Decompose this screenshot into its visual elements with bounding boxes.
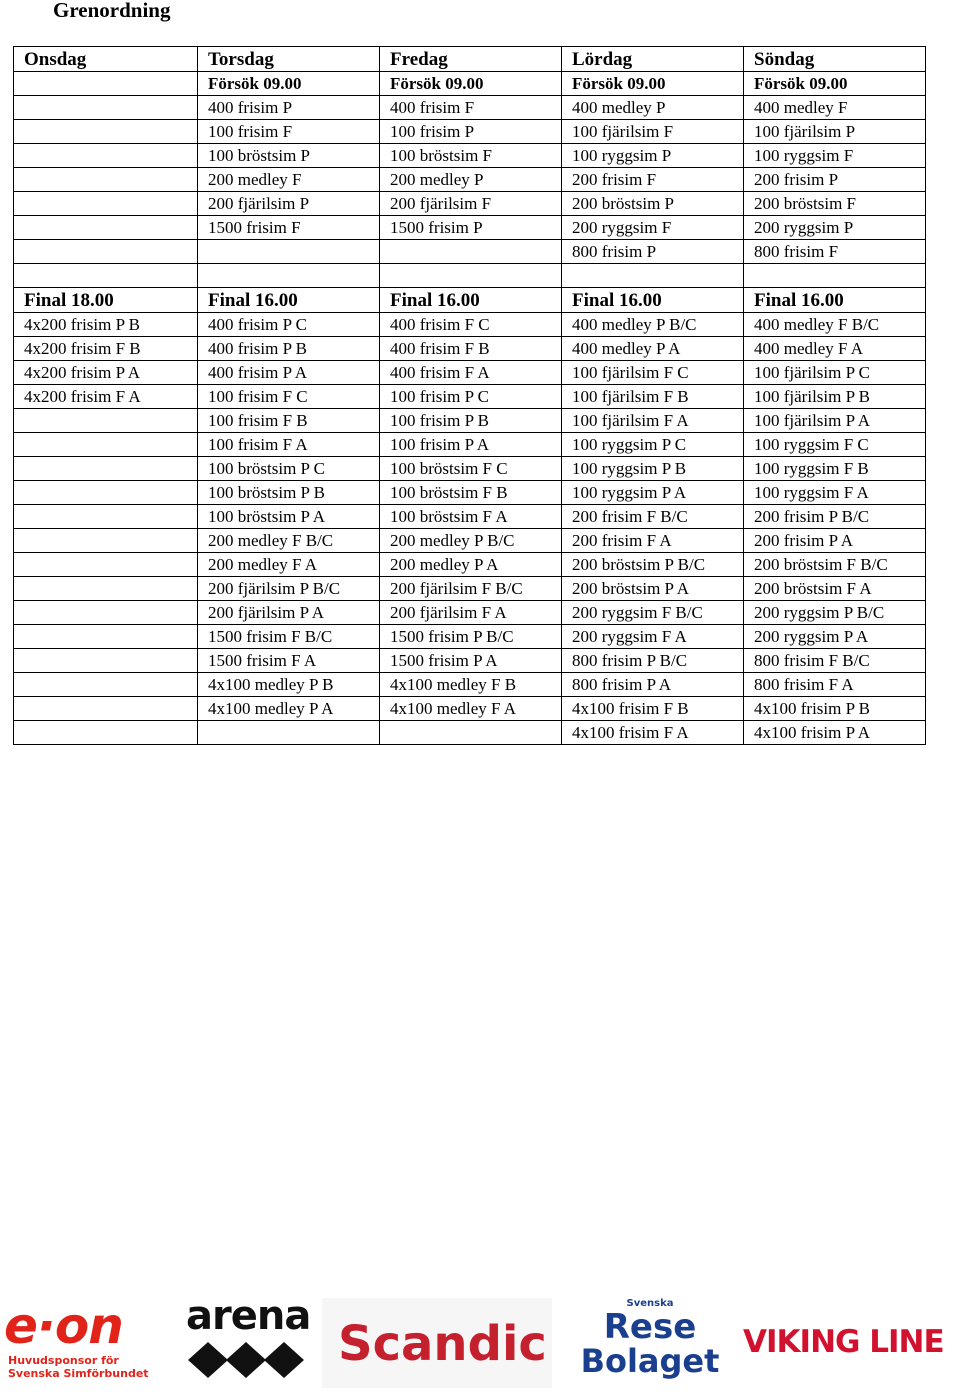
- table-cell: 200 ryggsim P A: [744, 625, 926, 649]
- eon-tagline-line-1: Huvudsponsor för: [8, 1354, 119, 1367]
- table-cell: Final 18.00: [14, 288, 198, 313]
- table-cell: [14, 481, 198, 505]
- table-cell: 400 frisim P A: [198, 361, 380, 385]
- resebolaget-top-text: Svenska: [626, 1298, 674, 1309]
- table-cell: 1500 frisim F: [198, 216, 380, 240]
- event-schedule-table: [13, 46, 926, 745]
- table-cell: 200 ryggsim P: [744, 216, 926, 240]
- table-cell: 4x100 medley F A: [380, 697, 562, 721]
- table-cell: 400 frisim F: [380, 96, 562, 120]
- table-row: [14, 96, 926, 120]
- schedule-body: [14, 47, 926, 745]
- table-cell: Fredag: [380, 47, 562, 72]
- morning-session-row: [14, 72, 926, 96]
- viking-line-wordmark: VIKING LINE: [743, 1324, 944, 1360]
- table-row: [14, 216, 926, 240]
- table-cell: 100 bröstsim P C: [198, 457, 380, 481]
- table-cell: 200 medley P A: [380, 553, 562, 577]
- table-cell: 400 medley P A: [562, 337, 744, 361]
- table-cell: 100 ryggsim F C: [744, 433, 926, 457]
- table-cell: 200 medley F A: [198, 553, 380, 577]
- table-cell: [14, 168, 198, 192]
- arena-diamond-icon: [186, 1338, 306, 1382]
- table-cell: 800 frisim F: [744, 240, 926, 264]
- table-cell: 100 frisim F C: [198, 385, 380, 409]
- table-cell: 200 bröstsim F: [744, 192, 926, 216]
- table-cell: 4x100 frisim F B: [562, 697, 744, 721]
- eon-logo: [4, 1298, 154, 1378]
- table-cell: Försök 09.00: [380, 72, 562, 96]
- table-row: [14, 625, 926, 649]
- table-cell: Torsdag: [198, 47, 380, 72]
- table-cell: 400 medley P B/C: [562, 313, 744, 337]
- resebolaget-bottom-text: Bolaget: [580, 1342, 720, 1380]
- table-cell: 4x100 frisim F A: [562, 721, 744, 745]
- table-cell: 100 frisim F B: [198, 409, 380, 433]
- table-cell: [380, 240, 562, 264]
- table-cell: 100 fjärilsim P: [744, 120, 926, 144]
- table-cell: 800 frisim F A: [744, 673, 926, 697]
- table-cell: [14, 433, 198, 457]
- table-cell: 4x200 frisim P A: [14, 361, 198, 385]
- table-cell: 200 frisim F: [562, 168, 744, 192]
- table-cell: Final 16.00: [562, 288, 744, 313]
- table-cell: 200 fjärilsim P B/C: [198, 577, 380, 601]
- table-cell: 200 fjärilsim F: [380, 192, 562, 216]
- table-row: [14, 361, 926, 385]
- scandic-logo: [322, 1298, 552, 1388]
- table-cell: [14, 192, 198, 216]
- table-row: [14, 721, 926, 745]
- table-cell: 200 frisim P: [744, 168, 926, 192]
- table-row: [14, 529, 926, 553]
- table-row: [14, 409, 926, 433]
- table-cell: 100 bröstsim F A: [380, 505, 562, 529]
- table-row: [14, 192, 926, 216]
- table-cell: 100 ryggsim P: [562, 144, 744, 168]
- table-cell: 100 ryggsim P C: [562, 433, 744, 457]
- table-cell: [14, 697, 198, 721]
- table-cell: 100 bröstsim F C: [380, 457, 562, 481]
- table-cell: [14, 264, 198, 288]
- table-cell: 100 bröstsim P A: [198, 505, 380, 529]
- table-cell: [14, 721, 198, 745]
- table-cell: Final 16.00: [744, 288, 926, 313]
- table-cell: 800 frisim F B/C: [744, 649, 926, 673]
- table-row: [14, 168, 926, 192]
- table-cell: 200 frisim P B/C: [744, 505, 926, 529]
- table-cell: 100 fjärilsim F: [562, 120, 744, 144]
- table-cell: Försök 09.00: [744, 72, 926, 96]
- table-cell: 400 medley P: [562, 96, 744, 120]
- table-cell: 4x200 frisim F B: [14, 337, 198, 361]
- table-cell: 200 fjärilsim F A: [380, 601, 562, 625]
- table-cell: 200 fjärilsim F B/C: [380, 577, 562, 601]
- table-row: [14, 144, 926, 168]
- table-cell: [14, 601, 198, 625]
- table-cell: [380, 264, 562, 288]
- eon-wordmark: e·on: [4, 1297, 123, 1355]
- table-cell: 400 frisim F B: [380, 337, 562, 361]
- table-cell: 200 bröstsim P B/C: [562, 553, 744, 577]
- table-cell: 400 frisim P B: [198, 337, 380, 361]
- table-cell: 100 fjärilsim F C: [562, 361, 744, 385]
- table-cell: 4x100 frisim P A: [744, 721, 926, 745]
- table-cell: Söndag: [744, 47, 926, 72]
- table-cell: 100 bröstsim P: [198, 144, 380, 168]
- table-row: [14, 457, 926, 481]
- table-cell: Försök 09.00: [198, 72, 380, 96]
- table-cell: [14, 96, 198, 120]
- table-cell: 200 fjärilsim P A: [198, 601, 380, 625]
- table-cell: Försök 09.00: [562, 72, 744, 96]
- table-cell: 4x100 medley P B: [198, 673, 380, 697]
- page-title: Grenordning: [53, 0, 171, 22]
- table-cell: [14, 529, 198, 553]
- table-cell: 200 medley P B/C: [380, 529, 562, 553]
- resebolaget-mid-text: Rese: [603, 1307, 697, 1347]
- table-cell: 200 bröstsim P A: [562, 577, 744, 601]
- table-cell: Lördag: [562, 47, 744, 72]
- table-cell: 100 bröstsim P B: [198, 481, 380, 505]
- table-cell: 1500 frisim P B/C: [380, 625, 562, 649]
- table-cell: 100 fjärilsim P A: [744, 409, 926, 433]
- table-cell: [14, 649, 198, 673]
- table-cell: 400 frisim P C: [198, 313, 380, 337]
- table-cell: Final 16.00: [198, 288, 380, 313]
- table-cell: 200 ryggsim P B/C: [744, 601, 926, 625]
- table-cell: 100 frisim P: [380, 120, 562, 144]
- table-cell: Onsdag: [14, 47, 198, 72]
- scandic-wordmark: Scandic: [338, 1316, 547, 1372]
- table-row: [14, 337, 926, 361]
- table-cell: 800 frisim P B/C: [562, 649, 744, 673]
- table-cell: 100 fjärilsim F B: [562, 385, 744, 409]
- table-cell: 800 frisim P: [562, 240, 744, 264]
- table-cell: 200 bröstsim P: [562, 192, 744, 216]
- table-cell: 200 frisim F B/C: [562, 505, 744, 529]
- table-cell: 4x100 medley F B: [380, 673, 562, 697]
- table-cell: 400 medley F B/C: [744, 313, 926, 337]
- table-cell: 100 fjärilsim P B: [744, 385, 926, 409]
- table-cell: [14, 72, 198, 96]
- table-cell: 100 ryggsim P A: [562, 481, 744, 505]
- table-cell: [14, 673, 198, 697]
- table-cell: 4x200 frisim P B: [14, 313, 198, 337]
- table-cell: 200 medley F: [198, 168, 380, 192]
- table-cell: 100 fjärilsim F A: [562, 409, 744, 433]
- table-cell: 100 ryggsim F B: [744, 457, 926, 481]
- day-header-row: [14, 47, 926, 72]
- table-cell: Final 16.00: [380, 288, 562, 313]
- table-cell: 400 medley F A: [744, 337, 926, 361]
- table-cell: [562, 264, 744, 288]
- table-cell: 100 frisim F A: [198, 433, 380, 457]
- table-cell: 200 ryggsim F A: [562, 625, 744, 649]
- table-cell: 400 frisim F A: [380, 361, 562, 385]
- arena-logo: [186, 1294, 311, 1386]
- table-cell: [14, 240, 198, 264]
- table-cell: 400 frisim F C: [380, 313, 562, 337]
- final-session-row: [14, 288, 926, 313]
- table-row: [14, 553, 926, 577]
- table-row: [14, 240, 926, 264]
- viking-line-logo: [743, 1320, 958, 1364]
- table-row: [14, 120, 926, 144]
- table-cell: 4x100 medley P A: [198, 697, 380, 721]
- table-row: [14, 649, 926, 673]
- table-cell: 4x100 frisim P B: [744, 697, 926, 721]
- table-cell: 1500 frisim F A: [198, 649, 380, 673]
- table-cell: 200 bröstsim F B/C: [744, 553, 926, 577]
- table-row: [14, 697, 926, 721]
- table-cell: 100 frisim F: [198, 120, 380, 144]
- table-cell: 100 ryggsim F: [744, 144, 926, 168]
- table-cell: 100 bröstsim F B: [380, 481, 562, 505]
- table-cell: 200 medley F B/C: [198, 529, 380, 553]
- table-row: [14, 577, 926, 601]
- table-cell: [380, 721, 562, 745]
- table-cell: [14, 577, 198, 601]
- table-cell: 100 frisim P C: [380, 385, 562, 409]
- table-cell: 100 bröstsim F: [380, 144, 562, 168]
- table-cell: 100 ryggsim F A: [744, 481, 926, 505]
- table-cell: [14, 216, 198, 240]
- table-cell: 4x200 frisim F A: [14, 385, 198, 409]
- arena-wordmark: arena: [186, 1293, 311, 1339]
- table-cell: [14, 505, 198, 529]
- table-cell: [14, 409, 198, 433]
- table-row: [14, 481, 926, 505]
- table-cell: 200 frisim F A: [562, 529, 744, 553]
- table-row: [14, 313, 926, 337]
- table-cell: [14, 457, 198, 481]
- table-row: [14, 601, 926, 625]
- table-cell: 100 frisim P B: [380, 409, 562, 433]
- table-cell: 100 ryggsim P B: [562, 457, 744, 481]
- table-cell: 800 frisim P A: [562, 673, 744, 697]
- table-cell: 200 fjärilsim P: [198, 192, 380, 216]
- table-cell: 200 ryggsim F B/C: [562, 601, 744, 625]
- table-row: [14, 433, 926, 457]
- table-cell: [198, 264, 380, 288]
- table-cell: 200 bröstsim F A: [744, 577, 926, 601]
- table-cell: 1500 frisim P A: [380, 649, 562, 673]
- table-cell: [744, 264, 926, 288]
- resebolaget-logo: [580, 1298, 720, 1384]
- sponsor-logos: [0, 1290, 960, 1390]
- table-row: [14, 505, 926, 529]
- table-cell: [14, 625, 198, 649]
- eon-tagline-line-2: Svenska Simförbundet: [8, 1367, 149, 1380]
- table-cell: 200 medley P: [380, 168, 562, 192]
- table-cell: 1500 frisim P: [380, 216, 562, 240]
- table-row: [14, 264, 926, 288]
- table-row: [14, 385, 926, 409]
- table-cell: 200 ryggsim F: [562, 216, 744, 240]
- table-row: [14, 673, 926, 697]
- table-cell: [198, 240, 380, 264]
- table-cell: 200 frisim P A: [744, 529, 926, 553]
- table-cell: [14, 120, 198, 144]
- table-cell: 1500 frisim F B/C: [198, 625, 380, 649]
- table-cell: 400 frisim P: [198, 96, 380, 120]
- table-cell: [198, 721, 380, 745]
- table-cell: 100 fjärilsim P C: [744, 361, 926, 385]
- table-cell: [14, 144, 198, 168]
- table-cell: 100 frisim P A: [380, 433, 562, 457]
- table-cell: [14, 553, 198, 577]
- table-cell: 400 medley F: [744, 96, 926, 120]
